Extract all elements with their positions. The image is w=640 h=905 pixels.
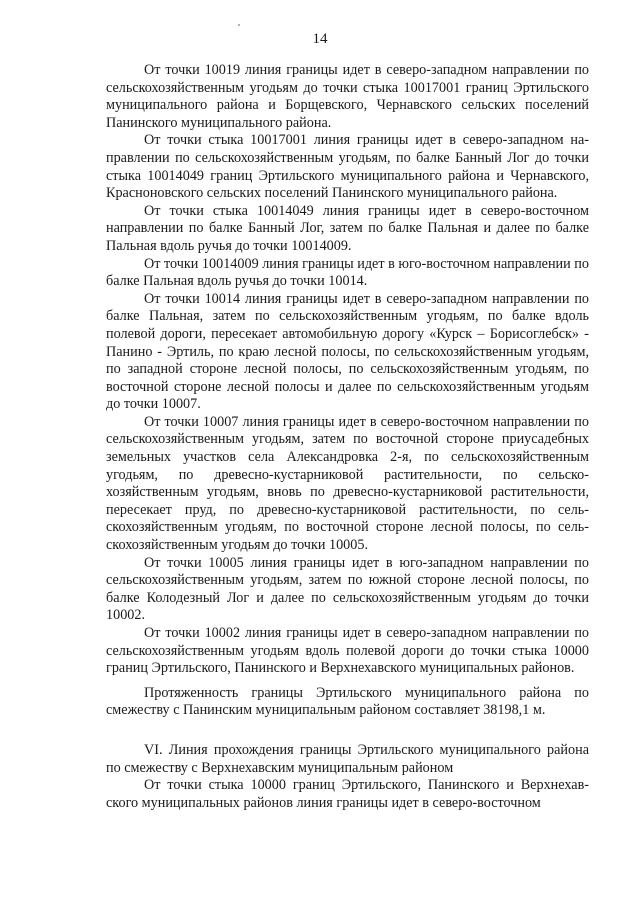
paragraph-point-10014049: От точки стыка 10014049 линия границы идет в северо-восточном направлении по балке Банный Лог, затем по балке Пальная и далее по балке Пальная вдоль ручья до точки 10014009. [106, 202, 589, 254]
section-heading: VI. Линия прохождения границы Эртильского муниципального района по смежеству с Верхнехавским муниципальным районом [106, 741, 589, 776]
document-body [106, 62, 589, 812]
paragraph-point-10014009: От точки 10014009 линия границы идет в юго-восточном направлении по балке Пальная вдоль ручья до точки 10014. [106, 255, 589, 290]
paragraph-point-10017001: От точки стыка 10017001 линия границы идет в северо-западном направлении по сельскохозяйственным угодьям, по балке Банный Лог до точки стыка 10014049 границ Эртильского муниципального района и Чернавского, Красноновского сельских поселений Панинского муниципального района. [106, 132, 589, 202]
paragraph-point-10014: От точки 10014 линия границы идет в северо-западном направлении по балке Пальная, затем по сельскохозяйственным угодьям, по балке вдоль полевой дороги, пересекает автомобильную дорогу «Курск – Борисоглебск» - Панино - Эртиль, по краю лесной полосы, по сельскохозяйственным угодьям, по западной стороне лесной полосы, по сельскохозяйственным угодьям, по восточной стороне лесной полосы и далее по сельскохозяйственным угодьям до точки 10007. [106, 290, 589, 413]
paragraph-spacer [106, 678, 589, 685]
paragraph-border-length: Протяженность границы Эртильского муниципального района по смежеству с Панинским муниципальным районом составляет 38198,1 м. [106, 684, 589, 719]
paragraph-point-10007: От точки 10007 линия границы идет в северо-восточном направлении по сельскохозяйственным угодьям, затем по восточной стороне приусадебных земельных участков села Александровка 2-я, по сельскохозяйственным угодьям, по древесно-кустарниковой растительности, по сельскохозяйственным угодьям, вновь по древесно-кустарниковой растительности, пересекает пруд, по древесно-кустарниковой растительности, по сельскохозяйственным угодьям, по восточной стороне лесной полосы, по сельскохозяйственным угодьям до точки 10005. [106, 413, 589, 554]
paragraph-point-10005: От точки 10005 линия границы идет в юго-западном направлении по сельскохозяйственным угодьям, затем по южной стороне лесной полосы, по балке Колодезный Лог и далее по сельскохозяйственным угодьям до точки 10002. [106, 554, 589, 624]
section-spacer [106, 720, 589, 742]
scan-speck [238, 24, 240, 26]
paragraph-point-10002: От точки 10002 линия границы идет в северо-западном направлении по сельскохозяйственным угодьям вдоль полевой дороги до точки стыка 10000 границ Эртильского, Панинского и Верхнехавского муниципальных районов. [106, 625, 589, 677]
paragraph-point-10000: От точки стыка 10000 границ Эртильского, Панинского и Верхнехавского муниципальных районов линия границы идет в северо-восточном [106, 777, 589, 811]
page-number: 14 [312, 31, 328, 47]
paragraph-point-10019: От точки 10019 линия границы идет в северо-западном направлении по сельскохозяйственным угодьям до точки стыка 10017001 границ Эртильского муниципального района и Борщевского, Чернавского сельских поселений Панинского муниципального района. [106, 62, 589, 131]
